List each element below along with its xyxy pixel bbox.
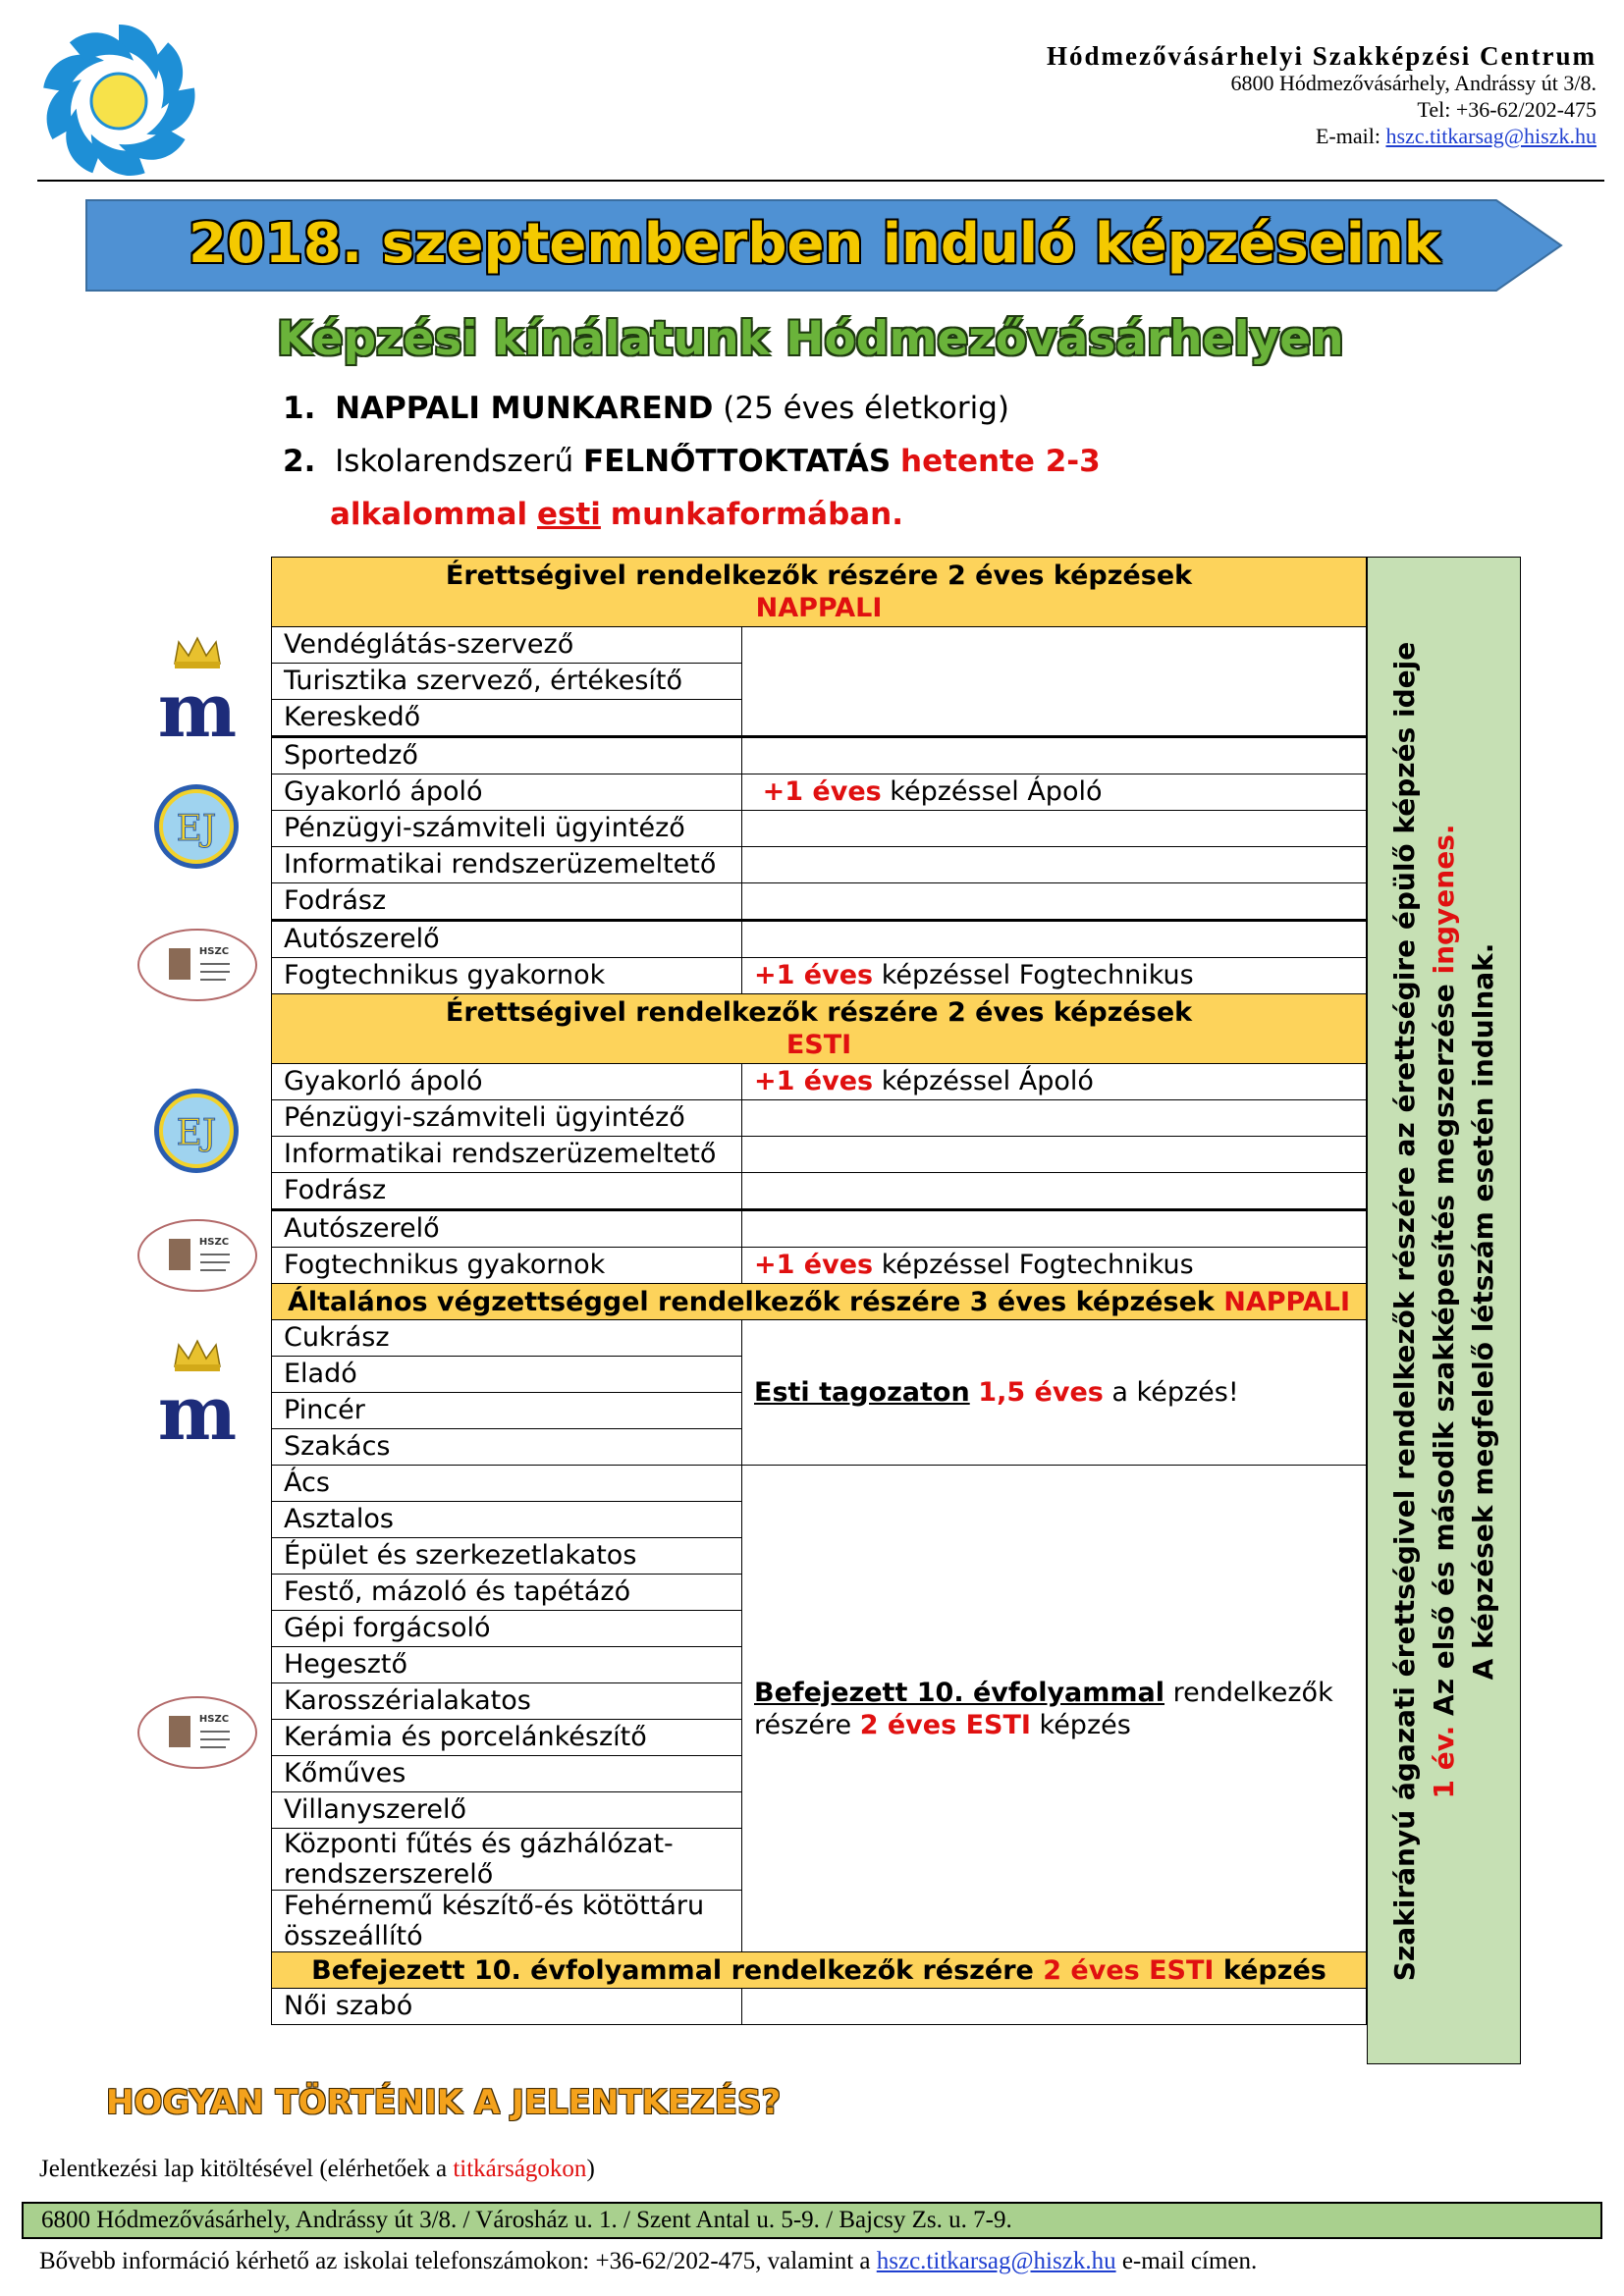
hszc-badge-text: HSZC	[198, 1714, 230, 1725]
table-row	[272, 1064, 1367, 1100]
hszc-badge-icon	[135, 1217, 259, 1294]
banner-title: 2018. szeptemberben induló képzéseink	[189, 212, 1441, 276]
intro-rest-1: (25 éves életkorig)	[723, 391, 1009, 426]
note-fogtech: képzéssel Fogtechnikus	[881, 1250, 1194, 1280]
note-cell	[742, 1173, 1367, 1210]
note-cell	[742, 774, 1367, 811]
note-rendelkezok: rendelkezők	[1172, 1677, 1333, 1708]
svg-text:EJ: EJ	[176, 1113, 217, 1153]
course-name: Fehérnemű készítő-és kötöttáru összeállító	[272, 1891, 742, 1952]
course-name: Gépi forgácsoló	[272, 1611, 742, 1647]
note-plus-year: +1 éves	[754, 1066, 874, 1096]
section-4-header	[272, 1952, 1367, 1989]
course-name: Hegesztő	[272, 1647, 742, 1683]
course-name: Fodrász	[272, 1173, 742, 1210]
note-cell	[742, 921, 1367, 958]
intro-rest-2b: munkaformában.	[610, 497, 904, 532]
side-note-ingyenes: ingyenes.	[1428, 824, 1460, 975]
table-row	[272, 883, 1367, 921]
section-3-title: Általános végzettséggel rendelkezők részére 3 éves képzések	[287, 1286, 1215, 1317]
note-cell	[742, 1466, 1367, 1952]
apply-text-main: Jelentkezési lap kitöltésével (elérhetőek a	[39, 2156, 448, 2182]
intro-num-2: 2.	[283, 444, 316, 479]
note-two-year-esti: 2 éves ESTI	[859, 1709, 1031, 1740]
section-4-suffix: képzés	[1222, 1954, 1326, 1986]
course-name: Fodrász	[272, 883, 742, 921]
svg-text:m: m	[157, 667, 238, 744]
intro-red-2: hetente 2-3	[900, 444, 1101, 479]
course-name: Sportedző	[272, 737, 742, 774]
intro-text-2: Iskolarendszerű	[335, 444, 574, 479]
note-reszere: részére	[754, 1709, 852, 1740]
side-note-line-2	[1425, 600, 1464, 2023]
crown-m-icon	[153, 634, 242, 744]
ej-logo-2	[151, 1086, 242, 1176]
intro-bold-2: FELNŐTTOKTATÁS	[583, 444, 892, 479]
course-name: Autószerelő	[272, 1210, 742, 1248]
hszc-badge-text: HSZC	[198, 1237, 230, 1248]
apply-text	[39, 2156, 595, 2183]
note-cell	[742, 958, 1367, 994]
note-fogtech: képzéssel Fogtechnikus	[881, 960, 1194, 990]
note-cell	[742, 1989, 1367, 2025]
table-row	[272, 1248, 1367, 1284]
how-to-apply-title: HOGYAN TÖRTÉNIK A JELENTKEZÉS?	[106, 2083, 782, 2122]
note-cell	[742, 1100, 1367, 1137]
addresses-bar	[22, 2202, 1602, 2239]
org-name: Hódmezővásárhelyi Szakképzési Centrum	[1047, 41, 1597, 71]
section-2-mode: ESTI	[785, 1030, 852, 1060]
hszc-badge-icon	[135, 927, 259, 1003]
table-row	[272, 958, 1367, 994]
table-row	[272, 1989, 1367, 2025]
course-name: Pincér	[272, 1393, 742, 1429]
section-3-header	[272, 1284, 1367, 1320]
table-row	[272, 737, 1367, 774]
intro-bold-1: NAPPALI MUNKAREND	[335, 391, 714, 426]
email-link[interactable]: hszc.titkarsag@hiszk.hu	[1385, 124, 1597, 148]
side-note-text	[1385, 600, 1503, 2023]
side-note-one-year: 1 év.	[1428, 1725, 1460, 1799]
section-2-title: Érettségivel rendelkezők részére 2 éves képzések	[445, 997, 1193, 1028]
course-name: Turisztika szervező, értékesítő	[272, 664, 742, 700]
note-plus-year: +1 éves	[754, 960, 874, 990]
hszc-badge-icon	[135, 1694, 259, 1771]
note-apolo: képzéssel Ápoló	[881, 1066, 1094, 1096]
course-name: Kerámia és porcelánkészítő	[272, 1720, 742, 1756]
apply-text-close: )	[586, 2156, 595, 2182]
course-name: Kereskedő	[272, 700, 742, 737]
note-plus-year: +1 éves	[762, 776, 882, 807]
note-plus-year: +1 éves	[754, 1250, 874, 1280]
org-address: 6800 Hódmezővásárhely, Andrássy út 3/8.	[1230, 71, 1597, 95]
course-name: Épület és szerkezetlakatos	[272, 1538, 742, 1575]
course-name: Autószerelő	[272, 921, 742, 958]
intro-item-1	[283, 391, 1009, 426]
section-1-mode: NAPPALI	[755, 593, 883, 623]
course-name: Eladó	[272, 1357, 742, 1393]
table-row	[272, 1210, 1367, 1248]
note-cell	[742, 883, 1367, 921]
course-name: Ács	[272, 1466, 742, 1502]
section-3-mode: NAPPALI	[1223, 1286, 1350, 1317]
note-cell	[742, 737, 1367, 774]
header-divider	[37, 180, 1604, 182]
header-contact	[1047, 43, 1597, 149]
table-row	[272, 1173, 1367, 1210]
side-note-column	[1367, 557, 1521, 2064]
hszc-kalmar-logo-2	[135, 1217, 259, 1294]
table-row	[272, 627, 1367, 664]
note-cell	[742, 1320, 1367, 1466]
course-name: Villanyszerelő	[272, 1792, 742, 1829]
course-name: Kőműves	[272, 1756, 742, 1792]
course-name: Cukrász	[272, 1320, 742, 1357]
note-a-kepzes: a képzés!	[1111, 1376, 1239, 1408]
hszc-kalmar-logo-1	[135, 927, 259, 1003]
table-row	[272, 847, 1367, 883]
table-row	[272, 1466, 1367, 1502]
svg-text:m: m	[157, 1369, 238, 1447]
course-name: Szakács	[272, 1429, 742, 1466]
section-header-row	[272, 1284, 1367, 1320]
section-header-row	[272, 558, 1367, 627]
course-name: Festő, mázoló és tapétázó	[272, 1575, 742, 1611]
note-cell	[742, 811, 1367, 847]
course-name: Központi fűtés és gázhálózat-rendszerszerelő	[272, 1829, 742, 1891]
course-name: Informatikai rendszerüzemeltető	[272, 847, 742, 883]
page-subtitle: Képzési kínálatunk Hódmezővásárhelyen	[277, 312, 1344, 366]
course-name: Karosszérialakatos	[272, 1683, 742, 1720]
org-phone: Tel: +36-62/202-475	[1417, 97, 1597, 122]
table-row	[272, 1137, 1367, 1173]
crown-m-logo-2	[153, 1337, 242, 1447]
intro-underline-esti: esti	[537, 497, 601, 532]
course-name: Pénzügyi-számviteli ügyintéző	[272, 1100, 742, 1137]
email-label: E-mail:	[1315, 124, 1380, 148]
hszc-logo	[35, 18, 202, 185]
course-name: Pénzügyi-számviteli ügyintéző	[272, 811, 742, 847]
table-row	[272, 1100, 1367, 1137]
note-esti-tagozaton: Esti tagozaton	[754, 1376, 970, 1408]
note-befejezett-10: Befejezett 10. évfolyammal	[754, 1677, 1165, 1708]
note-cell	[742, 627, 1367, 737]
note-apolo: képzéssel Ápoló	[890, 776, 1103, 807]
svg-text:EJ: EJ	[176, 809, 217, 849]
courses-table	[271, 557, 1367, 2025]
note-one-and-half-year: 1,5 éves	[978, 1376, 1104, 1408]
note-cell	[742, 1064, 1367, 1100]
section-header-row	[272, 994, 1367, 1064]
hszc-badge-text: HSZC	[198, 946, 230, 957]
note-kepzes: képzés	[1039, 1709, 1131, 1740]
info-text	[39, 2248, 1257, 2275]
info-text-end: e-mail címen.	[1121, 2248, 1258, 2274]
section-4-mode: 2 éves ESTI	[1043, 1954, 1215, 1986]
org-email-line	[1047, 123, 1597, 149]
info-text-main: Bővebb információ kérhető az iskolai telefonszámokon: +36-62/202-475, valamint a	[39, 2248, 871, 2274]
ej-logo-1	[151, 781, 242, 872]
crown-m-logo-1	[153, 634, 242, 744]
side-note-line-3: A képzések megfelelő létszám esetén indulnak.	[1467, 942, 1499, 1681]
course-name: Gyakorló ápoló	[272, 1064, 742, 1100]
ej-emblem-icon	[151, 1086, 242, 1176]
note-cell	[742, 1137, 1367, 1173]
swirl-logo-icon	[35, 18, 202, 185]
course-name: Vendéglátás-szervező	[272, 627, 742, 664]
side-note-line-1: Szakirányú ágazati érettségivel rendelkezők részére az érettségire épülő képzés ideje	[1388, 641, 1421, 1982]
addresses-text: 6800 Hódmezővásárhely, Andrássy út 3/8. / Városház u. 1. / Szent Antal u. 5-9. / Bajcsy Zs. u. 7-9.	[41, 2207, 1012, 2233]
section-4-title: Befejezett 10. évfolyammal rendelkezők részére	[311, 1954, 1034, 1986]
table-row	[272, 774, 1367, 811]
intro-num-1: 1.	[283, 391, 316, 426]
course-name: Fogtechnikus gyakornok	[272, 958, 742, 994]
intro-item-2-line2	[330, 497, 903, 532]
intro-item-2	[283, 444, 1101, 479]
table-row	[272, 921, 1367, 958]
side-note-szakkepesites: Az első és második szakképesítés megszerzése	[1428, 984, 1460, 1716]
course-name: Asztalos	[272, 1502, 742, 1538]
hszc-kalmar-logo-3	[135, 1694, 259, 1771]
note-cell	[742, 1210, 1367, 1248]
course-name: Informatikai rendszerüzemeltető	[272, 1137, 742, 1173]
intro-red-2b: alkalommal	[330, 497, 528, 532]
section-2-header	[272, 994, 1367, 1064]
section-header-row	[272, 1952, 1367, 1989]
apply-text-titkarsag: titkárságokon	[453, 2156, 587, 2182]
section-1-title: Érettségivel rendelkezők részére 2 éves képzések	[445, 561, 1193, 591]
note-cell	[742, 847, 1367, 883]
course-name: Gyakorló ápoló	[272, 774, 742, 811]
note-cell	[742, 1248, 1367, 1284]
section-1-header	[272, 558, 1367, 627]
info-email-link[interactable]: hszc.titkarsag@hiszk.hu	[876, 2248, 1116, 2274]
course-name: Fogtechnikus gyakornok	[272, 1248, 742, 1284]
crown-m-icon	[153, 1337, 242, 1447]
ej-emblem-icon	[151, 781, 242, 872]
table-row	[272, 1320, 1367, 1357]
table-row	[272, 811, 1367, 847]
course-name: Női szabó	[272, 1989, 742, 2025]
